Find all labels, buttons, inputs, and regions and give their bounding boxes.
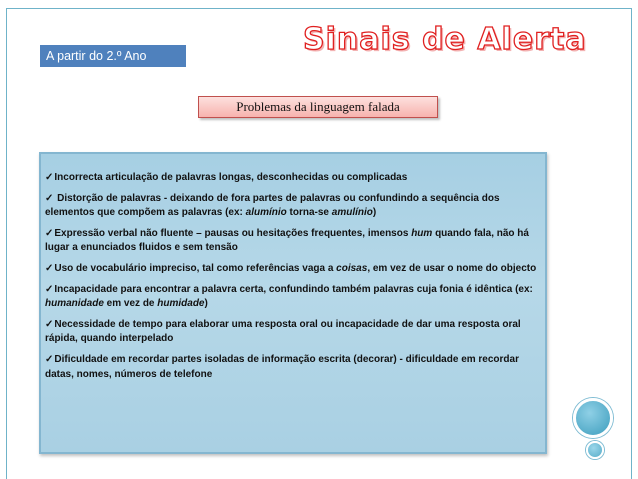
warning-sign-item [45, 318, 541, 347]
content-panel [39, 152, 547, 454]
checkmark-icon: ✓ [45, 227, 54, 239]
warning-sign-item [45, 171, 541, 186]
item-text-italic: humanidade [45, 298, 104, 310]
item-text-italic: humidade [157, 298, 205, 310]
item-text: ) [372, 207, 377, 219]
item-text: torna-se [286, 207, 332, 219]
warning-sign-item [45, 227, 541, 256]
decorative-circle-large [573, 398, 613, 438]
item-text: ) [204, 298, 208, 310]
item-text-italic: hum [411, 227, 433, 239]
item-text: Dificuldade em recordar partes isoladas de informação escrita (decorar) - dificuldade em recordar datas, nomes, números de telefone [45, 354, 519, 380]
checkmark-icon: ✓ [45, 263, 54, 275]
item-text-italic: coisas [336, 263, 368, 275]
grade-badge: A partir do 2.º Ano [40, 45, 186, 67]
item-text: quando fala, não há lugar a enunciados fluidos e sem tensão [45, 227, 529, 254]
checkmark-icon: ✓ [45, 354, 54, 366]
checkmark-icon: ✓ [45, 318, 54, 330]
warning-sign-item [45, 262, 541, 277]
checkmark-icon: ✓ [45, 283, 54, 295]
item-text-italic: alumínio [245, 207, 287, 219]
item-text: Expressão verbal não fluente – pausas ou hesitações frequentes, imensos [54, 227, 412, 239]
item-text: Distorção de palavras - deixando de fora partes de palavras ou confundindo a sequência dos elementos que compõem as palavras (ex: [45, 192, 500, 219]
item-text: Incorrecta articulação de palavras longas, desconhecidas ou complicadas [54, 172, 408, 183]
checkmark-icon: ✓ [45, 172, 54, 183]
checkmark-icon: ✓ [45, 192, 54, 204]
warning-sign-item [45, 283, 541, 312]
slide-frame-left [6, 8, 7, 479]
warning-sign-item [45, 353, 541, 382]
subtitle-box: Problemas da linguagem falada [198, 96, 438, 118]
slide-frame-top [6, 8, 632, 9]
item-text-italic: amulínio [331, 207, 373, 219]
item-text: em vez de [103, 298, 158, 310]
item-text: , em vez de usar o nome do objecto [367, 263, 537, 275]
item-text: Incapacidade para encontrar a palavra certa, confundindo também palavras cuja fonia é idêntica (ex: [54, 283, 533, 295]
warning-sign-item [45, 192, 541, 221]
slide-title: Sinais de Alerta [303, 22, 587, 57]
item-text: Uso de vocabulário impreciso, tal como referências vaga a [54, 263, 337, 275]
decorative-circle-small [586, 441, 604, 459]
slide-frame-right [631, 8, 632, 479]
item-text: Necessidade de tempo para elaborar uma resposta oral ou incapacidade de dar uma resposta oral rápida, quando interpelado [45, 318, 521, 345]
